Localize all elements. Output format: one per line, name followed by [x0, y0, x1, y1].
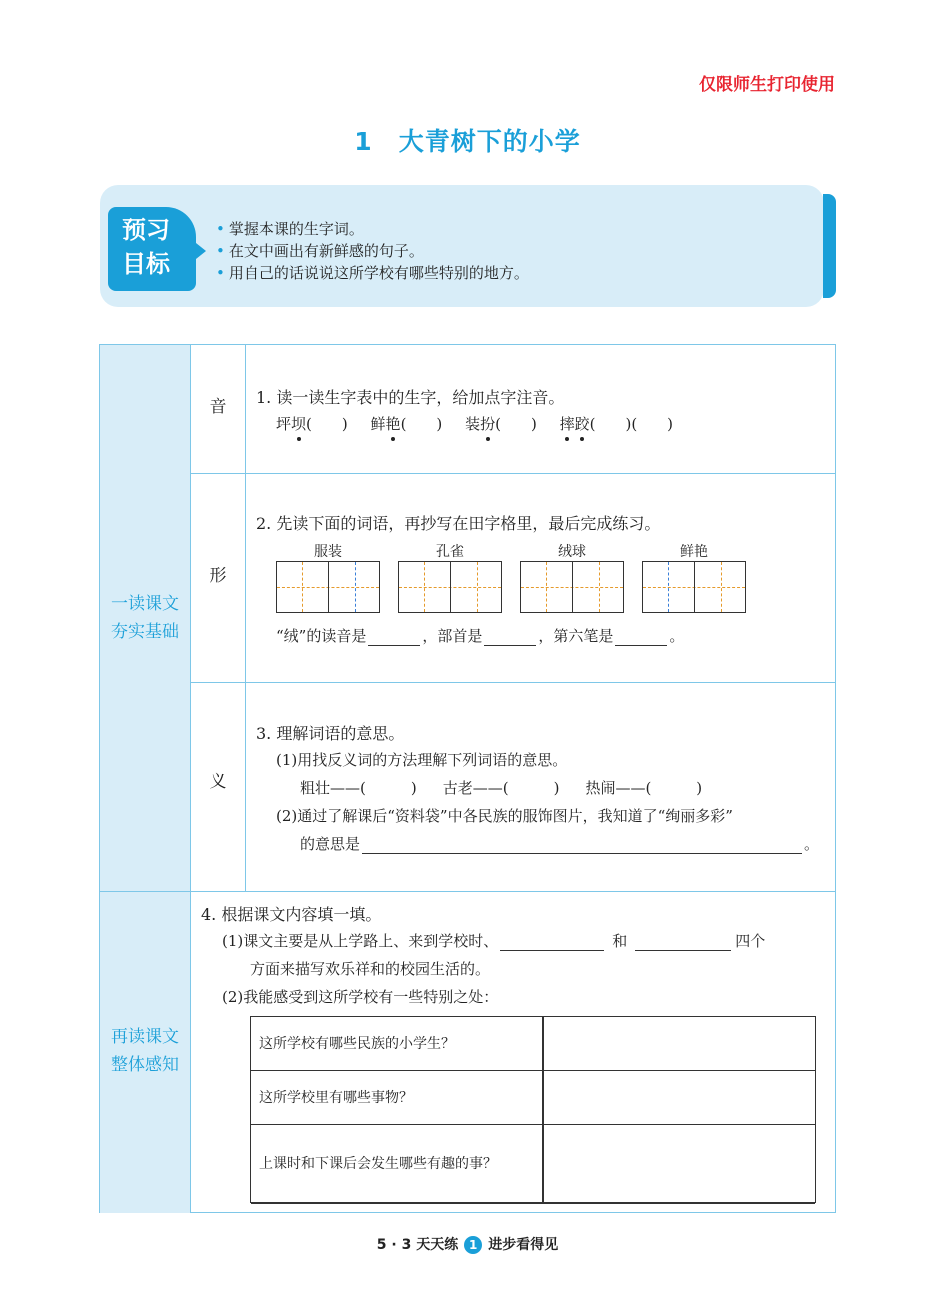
section1-label: [100, 345, 191, 891]
pinyin-row: [276, 413, 673, 434]
antonym-blank[interactable]: 粗壮——( ): [300, 779, 417, 797]
page-footer: [0, 1234, 935, 1254]
shape-tag: 形: [191, 473, 246, 682]
section2-label-line2: 整体感知: [111, 1055, 179, 1075]
fill-text: 和: [612, 932, 628, 950]
section2-label-line1: 再读课文: [111, 1027, 179, 1047]
fill-text: 。: [804, 835, 820, 853]
bullet-icon: •: [216, 220, 225, 238]
tianzige-grid[interactable]: [520, 561, 624, 613]
fill-text: 的意思是: [300, 835, 361, 853]
divider: [191, 473, 836, 474]
meaning-tag: 义: [191, 682, 246, 891]
fill-text: ，部首是: [422, 627, 483, 645]
tianzige-grid[interactable]: [398, 561, 502, 613]
table-row: [251, 1071, 815, 1125]
section2-label: [100, 891, 191, 1213]
question-3: 3. 理解词语的意思。: [256, 724, 405, 743]
goal-text: 在文中画出有新鲜感的句子。: [228, 242, 424, 260]
school-features-table: [250, 1016, 816, 1203]
divider: [100, 891, 836, 892]
footer-slogan: 进步看得见: [488, 1237, 559, 1253]
fill-text: “绒”的读音是: [276, 627, 367, 645]
question-3-sub2-line1: (2)通过了解课后“资料袋”中各民族的服饰图片，我知道了“绚丽多彩”: [276, 807, 733, 825]
table-row: [251, 1017, 815, 1071]
table-question-cell: 这所学校有哪些民族的小学生？: [251, 1017, 543, 1070]
bullet-icon: •: [216, 264, 225, 282]
antonym-blank[interactable]: 古老——( ): [442, 779, 560, 797]
section1-label-line1: 一读课文: [111, 594, 179, 614]
section1-label-line2: 夯实基础: [111, 622, 179, 642]
question-4-sub2: (2)我能感受到这所学校有一些特别之处：: [222, 988, 499, 1006]
grid-word: 服装: [314, 544, 342, 560]
fill-text: 四个: [735, 932, 766, 950]
table-question-cell: 这所学校里有哪些事物？: [251, 1071, 543, 1124]
question-4-sub1-line2: 方面来描写欢乐祥和的校园生活的。: [250, 960, 491, 978]
goal-text: 用自己的话说说这所学校有哪些特别的地方。: [228, 264, 529, 282]
goal-list: [216, 218, 529, 284]
word-xianyan: 鲜艳: [370, 415, 401, 433]
answer-blank[interactable]: [362, 853, 802, 854]
preview-goals-badge: [108, 207, 196, 291]
question-3-sub2-line2: [300, 833, 819, 854]
lesson-title: 大青树下的小学: [398, 127, 581, 156]
pinyin-blank[interactable]: ( ): [400, 415, 443, 433]
exercise-table: [99, 344, 836, 1213]
fill-text: 。: [669, 627, 685, 645]
tianzige-grid[interactable]: [276, 561, 380, 613]
divider: [191, 682, 836, 683]
column-divider: [543, 1017, 544, 1202]
footer-circle-badge: 1: [464, 1236, 482, 1254]
fill-row-rong: [276, 625, 684, 646]
fill-text: ，第六笔是: [538, 627, 614, 645]
answer-blank[interactable]: [615, 645, 667, 646]
question-3-sub1: (1)用找反义词的方法理解下列词语的意思。: [276, 751, 568, 769]
print-watermark: 仅限师生打印使用: [699, 75, 835, 95]
question-4-sub1-line1: [222, 930, 765, 951]
grid-word: 孔雀: [436, 544, 464, 560]
fill-text: (1)课文主要是从上学路上、来到学校时、: [222, 932, 499, 950]
question-4: 4. 根据课文内容填一填。: [201, 905, 382, 924]
sound-tag: 音: [191, 345, 246, 473]
answer-blank[interactable]: [635, 950, 731, 951]
question-1: 1. 读一读生字表中的生字，给加点字注音。: [256, 388, 565, 407]
answer-blank[interactable]: [500, 950, 604, 951]
badge-line2: 目标: [122, 250, 170, 278]
antonym-blank[interactable]: 热闹——( ): [585, 779, 703, 797]
footer-brand: 5 · 3 天天练: [376, 1237, 459, 1253]
badge-line1: 预习: [122, 216, 170, 244]
goal-item: [216, 240, 529, 262]
answer-blank[interactable]: [368, 645, 420, 646]
table-question-cell: 上课时和下课后会发生哪些有趣的事？: [251, 1125, 543, 1203]
antonym-row: [300, 777, 702, 798]
goal-text: 掌握本课的生字词。: [228, 220, 364, 238]
page-title: [0, 122, 935, 158]
answer-blank[interactable]: [484, 645, 536, 646]
tianzige-grid[interactable]: [642, 561, 746, 613]
word-pingba: 坪坝: [276, 415, 307, 433]
bullet-icon: •: [216, 242, 225, 260]
grid-word: 绒球: [558, 544, 586, 560]
pinyin-blank[interactable]: ( ): [495, 415, 537, 433]
word-zhuangban: 装扮: [465, 415, 496, 433]
pinyin-blank[interactable]: ( ): [306, 415, 348, 433]
badge-arrow-icon: [196, 243, 206, 259]
lesson-number: 1: [354, 127, 373, 156]
goal-item: [216, 262, 529, 284]
pinyin-blank[interactable]: ( )( ): [589, 415, 674, 433]
word-shuaijiao: 摔跤: [559, 415, 590, 433]
grid-word: 鲜艳: [680, 544, 708, 560]
question-2: 2. 先读下面的词语，再抄写在田字格里，最后完成练习。: [256, 514, 661, 533]
goal-box-tab: [823, 194, 836, 298]
table-row: [251, 1125, 815, 1204]
goal-item: [216, 218, 529, 240]
